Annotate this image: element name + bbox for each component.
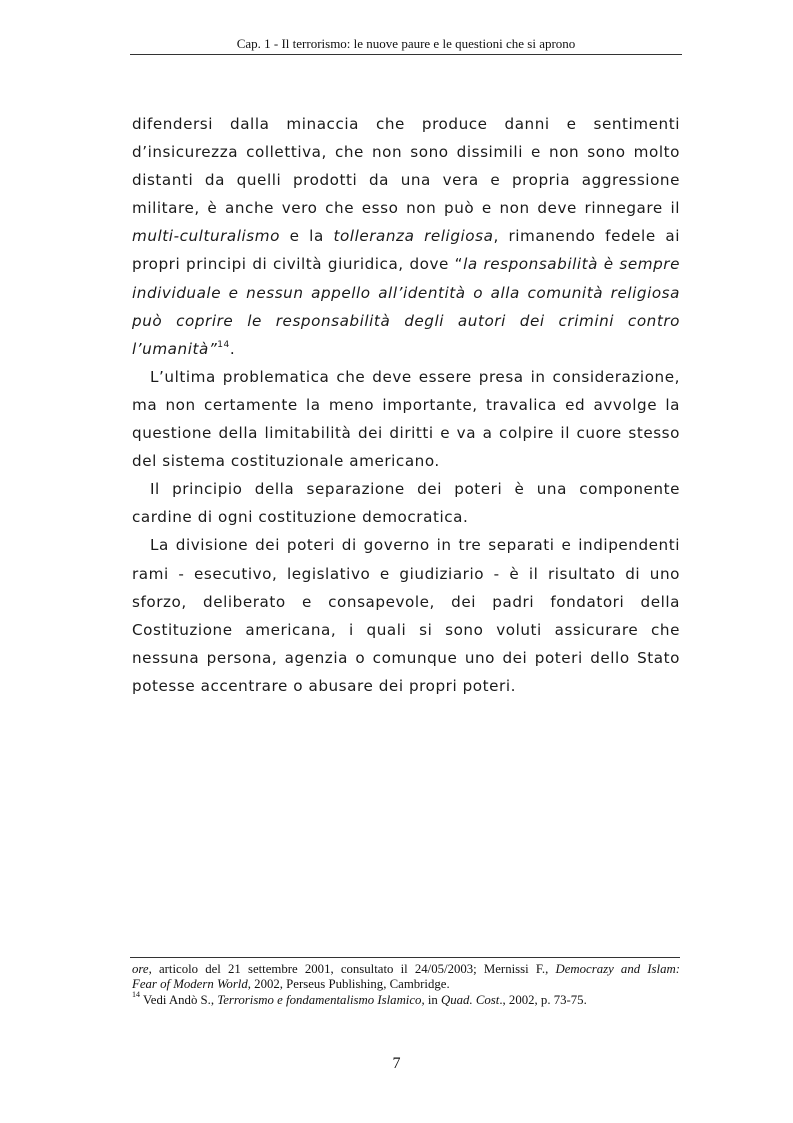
emphasis: tolleranza religiosa: [333, 227, 494, 246]
footnote-14: $^{14}$ Vedi Andò S., Terrorismo e fondamentalismo Islamico, in Quad. Cost., 2002, p. 73-75.: [132, 990, 587, 1007]
paragraph: difendersi dalla minaccia che produce danni e sentimenti d’insicurezza collettiva, che non sono dissimili e non sono molto distanti da quelli prodotti da una vera e propria aggressione militare, è anche vero che esso non può e non deve rinnegare il multi-culturalismo e la tolleranza religiosa, rimanendo fedele ai propri principi di civiltà giuridica, dove “la responsabilità è sempre individuale e nessun appello all’identità o alla comunità religiosa può coprire le responsabilità degli autori dei crimini contro l’umanità”$^{14}$.: [132, 115, 681, 358]
page-number: 7: [392, 1055, 401, 1072]
footnotes: [132, 962, 680, 1008]
header-rule: [130, 54, 682, 55]
paragraph: L’ultima problematica che deve essere presa in considerazione, ma non certamente la meno importante, travalica ed avvolge la questione della limitabilità dei diritti e va a colpire il cuore stesso del sistema costituzionale americano.: [132, 367, 680, 471]
quotation: la responsabilità è sempre individuale e nessun appello all’identità o alla comunità religiosa può coprire le responsabilità degli autori dei crimini contro l’umanità”: [132, 255, 680, 358]
emphasis: multi-culturalismo: [132, 227, 280, 246]
footnote-continuation: ore, articolo del 21 settembre 2001, consultato il 24/05/2003; Mernissi F., Democrazy and Islam:: [132, 962, 680, 976]
paragraph: Il principio della separazione dei poteri è una componente cardine di ogni costituzione democratica.: [132, 480, 680, 527]
footnote-ref: 14: [217, 339, 230, 350]
footnote-rule: [130, 957, 680, 958]
paragraph: La divisione dei poteri di governo in tre separati e indipendenti rami - esecutivo, legislativo e giudiziario - è il risultato di uno sforzo, deliberato e consapevole, dei padri fondatori della Costituzione americana, i quali si sono voluti assicurare che nessuna persona, agenzia o comunque uno dei poteri dello Stato potesse accentrare o abusare dei propri poteri.: [132, 536, 680, 695]
footnote-continuation: Fear of Modern World, 2002, Perseus Publishing, Cambridge.: [132, 977, 450, 992]
running-header: Cap. 1 - Il terrorismo: le nuove paure e le questioni che si aprono: [236, 36, 576, 51]
body-text: [132, 110, 680, 700]
